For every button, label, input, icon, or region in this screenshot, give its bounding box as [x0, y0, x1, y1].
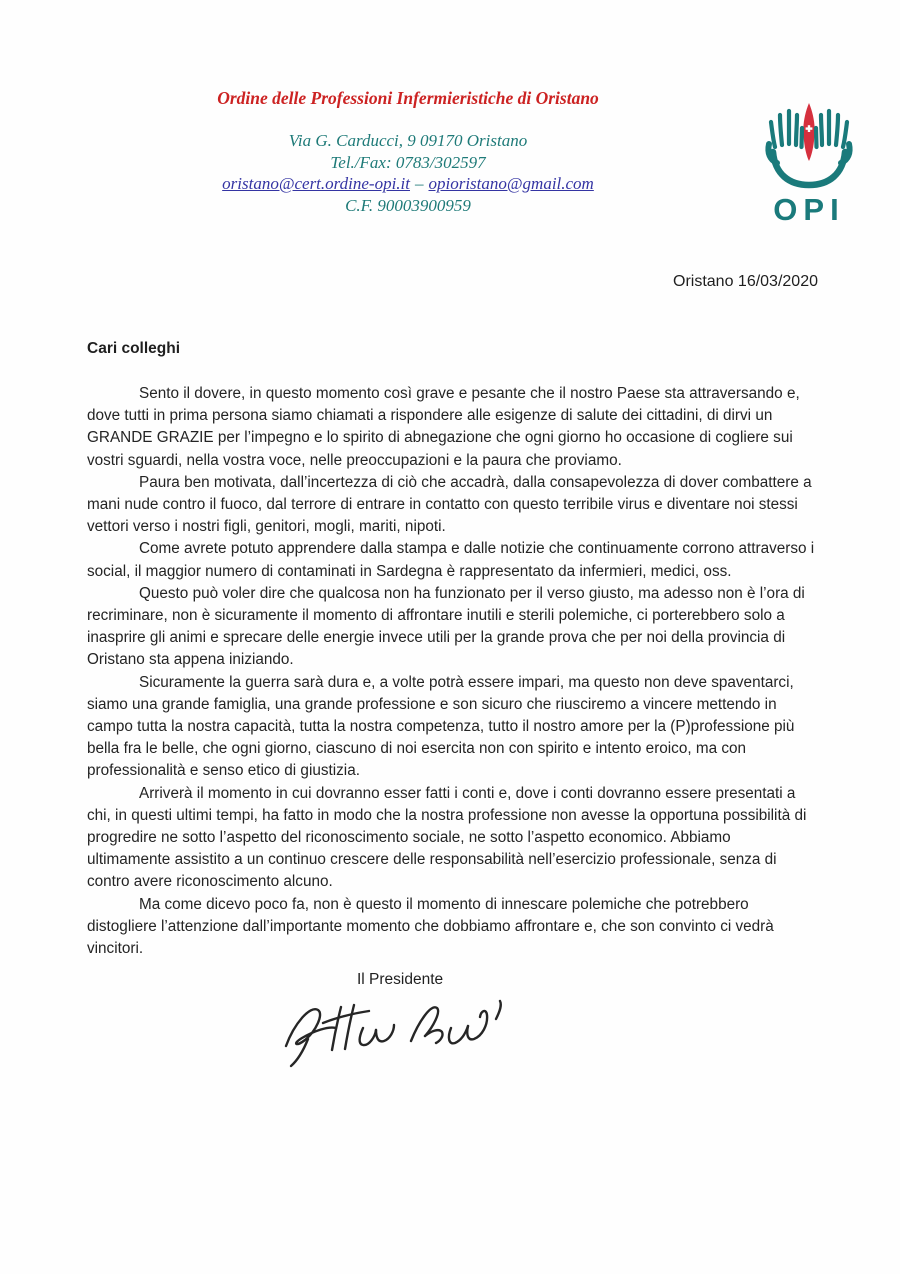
email-link-pec[interactable]: oristano@cert.ordine-opi.it	[222, 174, 410, 193]
signature-image	[278, 994, 528, 1072]
opi-logo-text: OPI	[773, 192, 845, 226]
signoff-title: Il Presidente	[357, 971, 444, 988]
letter-paragraph: Questo può voler dire che qualcosa non ha funzionato per il verso giusto, ma adesso non è l’ora di recriminare, non è sicuramente il momento di affrontare inutili e sterili polemiche, ci porterebbero solo a inasprire gli animi e sprecare delle energie invece utili per la grande prova che per noi della provincia di Oristano sta appena iniziando.	[87, 584, 805, 669]
date-line: Oristano 16/03/2020	[673, 273, 818, 290]
letter-paragraph: Sento il dovere, in questo momento così grave e pesante che il nostro Paese sta attraversando e, dove tutti in prima persona siamo chiamati a rispondere alle esigenze di salute dei cittadini, di dirvi un GRANDE GRAZIE per l’impegno e lo spirito di abnegazione che ogni giorno ho occasione di cogliere sui vostri sguardi, nella vostra voce, nelle preoccupazioni e la paura che proviamo.	[87, 385, 800, 469]
email-line	[120, 173, 696, 195]
hands-flame-icon	[768, 103, 849, 185]
email-link-gmail[interactable]: opioristano@gmail.com	[428, 174, 594, 193]
letter-paragraph: Sicuramente la guerra sarà dura e, a volte potrà essere impari, ma questo non deve spaventarci, siamo una grande famiglia, una grande professione e son sicuro che riusciremo a vincere mettendo in campo tutta la nostra capacità, tutta la nostra competenza, tutto il nostro amore per la (P)professione più bella fra le belle, che ogni giorno, ciascuno di noi esercita non con spirito e intento eroico, ma con professionalità e senso etico di giustizia.	[87, 673, 795, 780]
opi-logo	[762, 102, 856, 226]
fiscal-code-line: C.F. 90003900959	[345, 195, 471, 215]
address-line: Via G. Carducci, 9 09170 Oristano	[288, 131, 528, 150]
email-separator: –	[415, 174, 424, 193]
letter-paragraph: Come avrete potuto apprendere dalla stampa e dalle notizie che continuamente corrono attraverso i social, il maggior numero di contaminati in Sardegna è rappresentato da infermieri, medici, oss.	[87, 540, 815, 580]
org-name: Ordine delle Professioni Infermieristiche di Oristano	[217, 88, 599, 108]
salutation: Cari colleghi	[87, 340, 181, 357]
letterhead	[120, 88, 696, 216]
letter-paragraph: Ma come dicevo poco fa, non è questo il momento di innescare polemiche che potrebbero distogliere l’attenzione dall’importante momento che dobbiamo affrontare e, che son convinto ci vedrà vincitori.	[87, 895, 774, 958]
phone-line: Tel./Fax: 0783/302597	[330, 152, 486, 172]
letter-paragraph: Arriverà il momento in cui dovranno esser fatti i conti e, dove i conti dovranno essere presentati a chi, in questi ultimi tempi, ha fatto in modo che la nostra professione non avesse la opportuna possibilità di progredire ne sotto l’aspetto del riconoscimento sociale, ne sotto l’aspetto economico. Abbiamo ultimamente assistito a un continuo crescere delle responsabilità nell’esercizio professionale, senza di contro avere riconoscimento alcuno.	[87, 784, 807, 891]
letter-body	[87, 383, 818, 960]
letter-paragraph: Paura ben motivata, dall’incertezza di ciò che accadrà, dalla consapevolezza di dover combattere a mani nude contro il fuoco, dal terrore di entrare in contatto con questo terribile virus e diventare noi stessi vettori verso i nostri figli, genitori, mogli, mariti, nipoti.	[87, 473, 812, 536]
